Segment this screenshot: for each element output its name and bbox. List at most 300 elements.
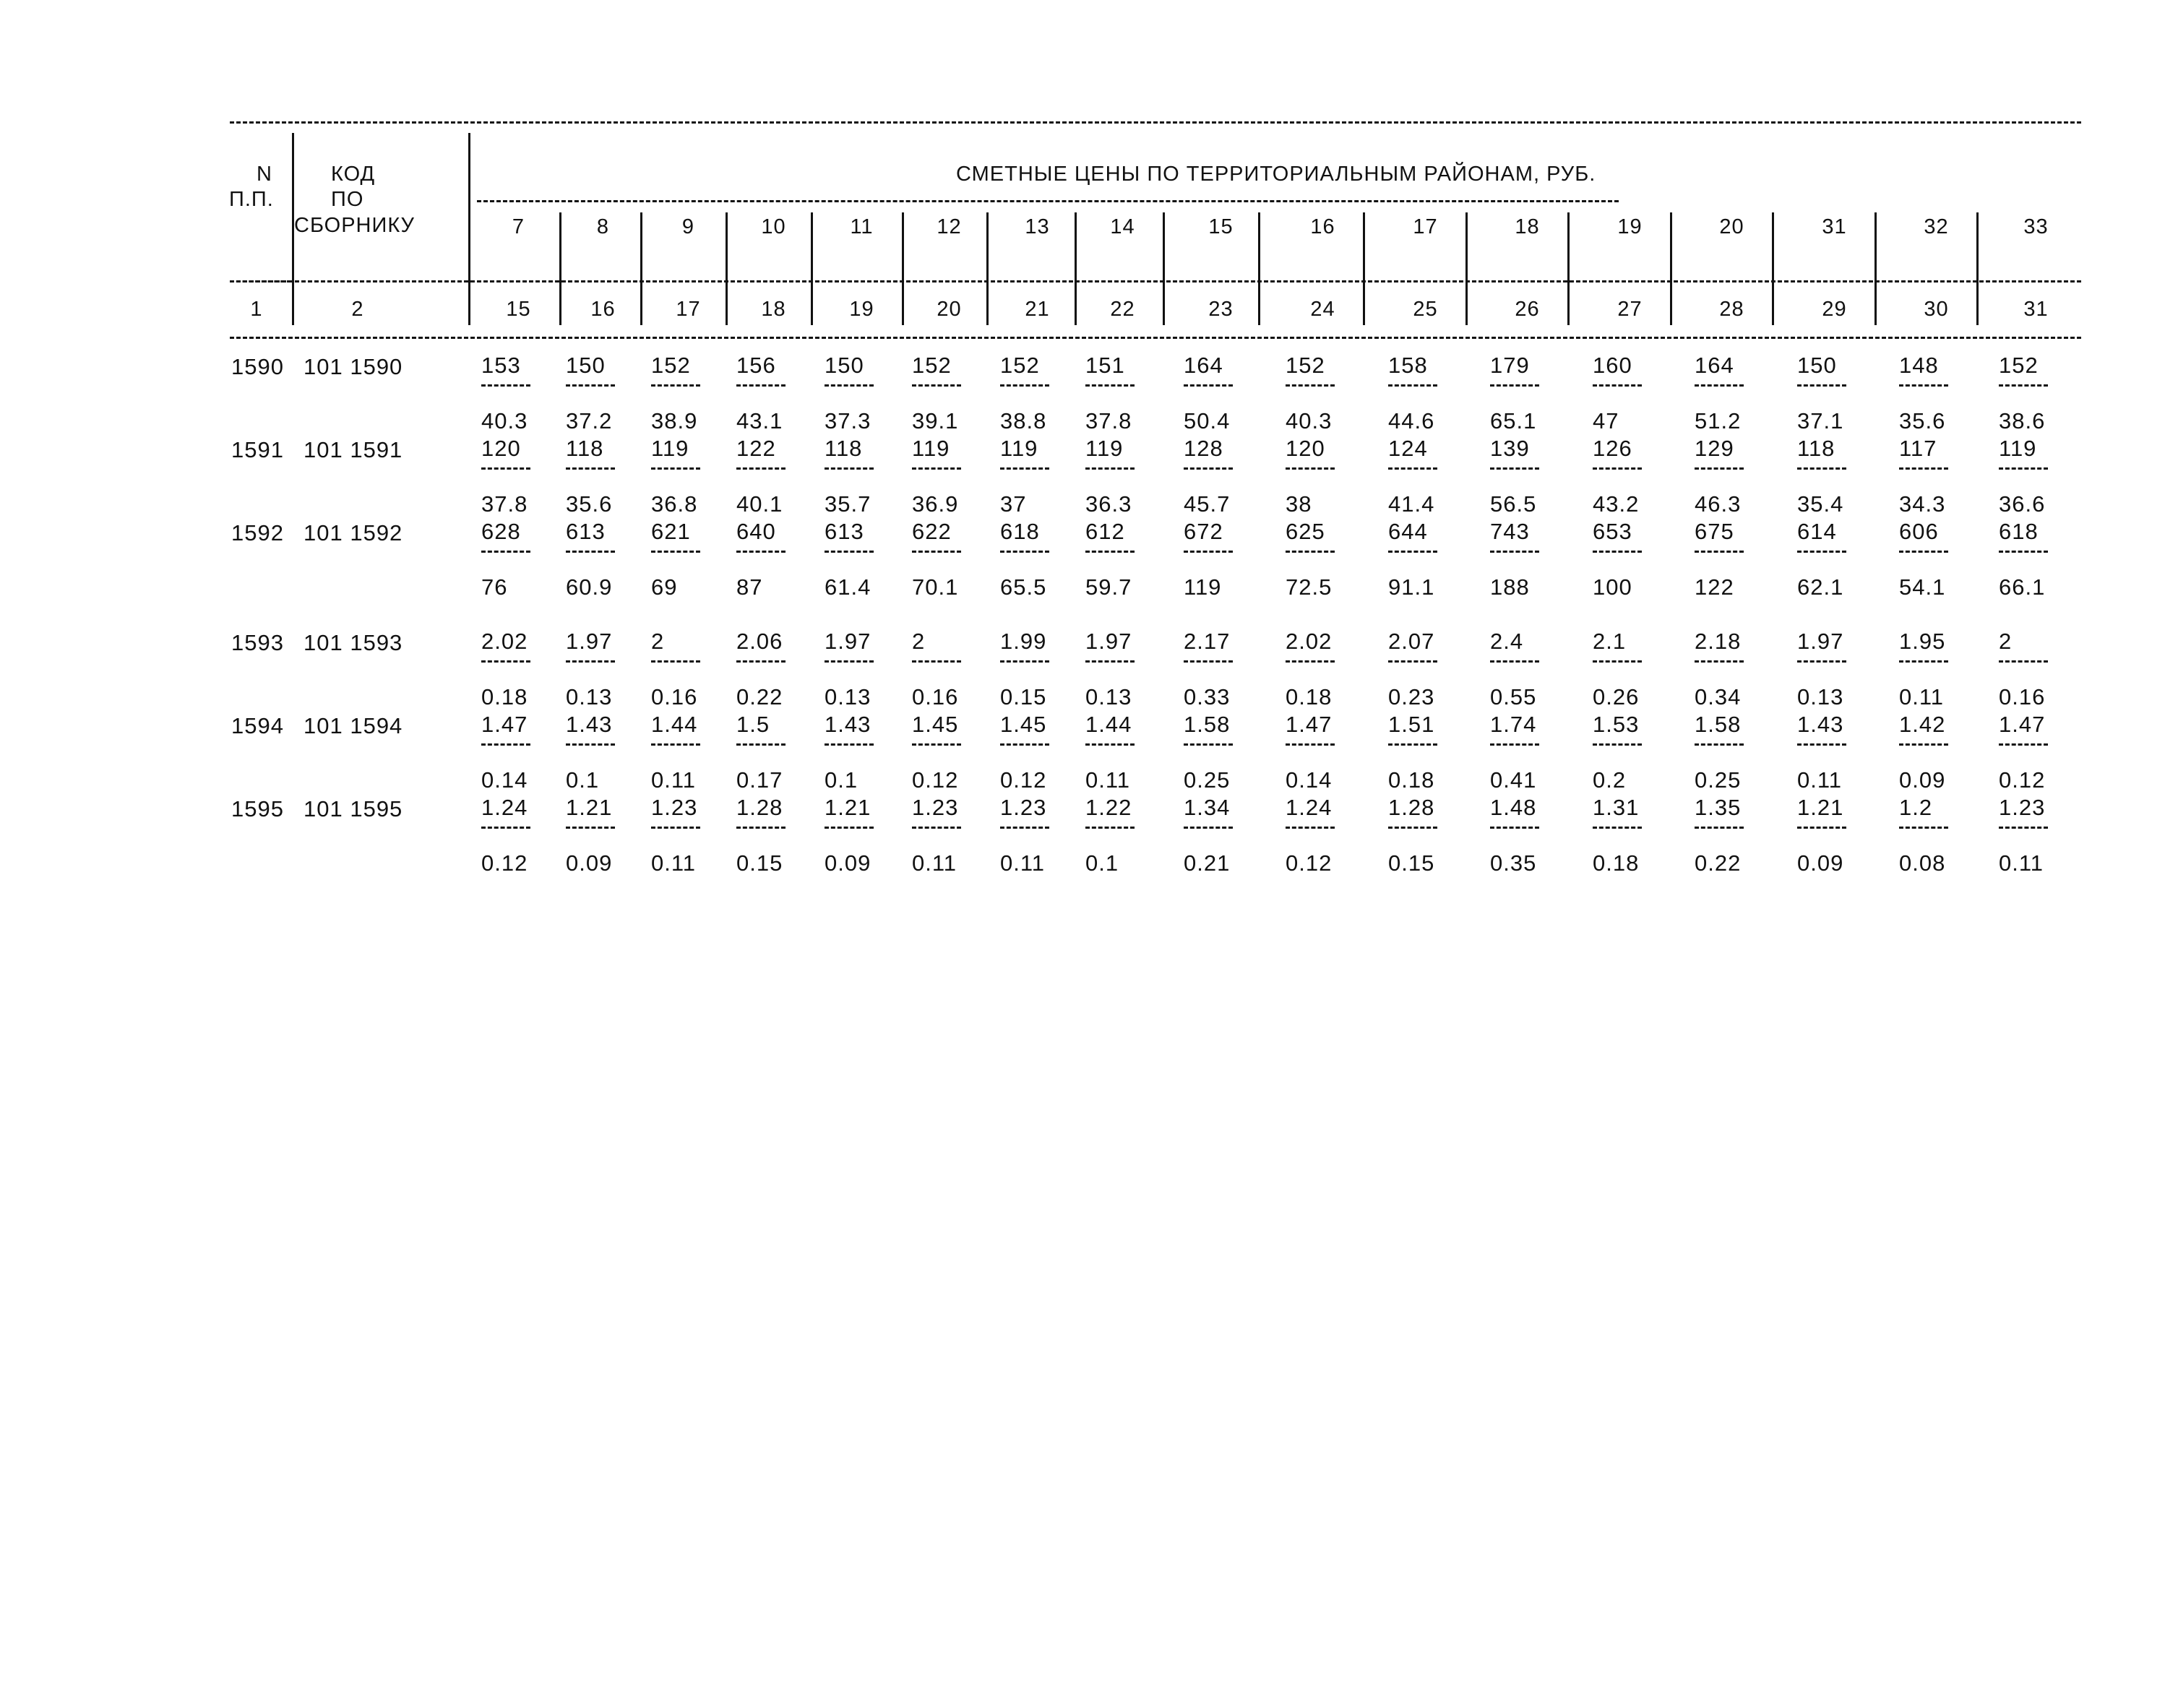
price-numerator: 122 xyxy=(736,436,776,461)
price-numerator: 1.23 xyxy=(1999,795,2046,820)
price-numerator: 1.95 xyxy=(1899,629,1946,654)
price-denominator: 44.6 xyxy=(1388,408,1435,434)
price-denominator: 50.4 xyxy=(1184,408,1231,434)
price-denominator: 0.16 xyxy=(651,684,698,709)
fraction-bar xyxy=(1797,827,1846,829)
fraction-bar xyxy=(1999,467,2048,470)
fraction-bar xyxy=(651,384,700,387)
fraction-bar xyxy=(481,827,530,829)
price-numerator: 606 xyxy=(1899,519,1939,544)
fraction-bar xyxy=(566,384,615,387)
fraction-bar xyxy=(736,384,785,387)
fraction-bar xyxy=(1797,743,1846,746)
column-number: 23 xyxy=(1208,298,1234,321)
fraction-bar xyxy=(1593,467,1642,470)
price-denominator: 54.1 xyxy=(1899,574,1946,600)
price-denominator: 0.12 xyxy=(1286,850,1333,876)
column-number: 29 xyxy=(1822,298,1847,321)
price-denominator: 60.9 xyxy=(566,574,613,600)
price-denominator: 0.11 xyxy=(1797,767,1843,793)
fraction-bar xyxy=(1388,384,1437,387)
district-number: 9 xyxy=(681,215,695,238)
fraction-bar xyxy=(1999,384,2048,387)
price-numerator: 164 xyxy=(1184,353,1223,378)
fraction-bar xyxy=(1184,467,1233,470)
fraction-bar xyxy=(1085,827,1135,829)
column-number: 22 xyxy=(1110,298,1135,321)
price-numerator: 1.58 xyxy=(1695,712,1742,737)
header-sub-rule xyxy=(230,280,291,282)
price-denominator: 0.15 xyxy=(736,850,783,876)
fraction-bar xyxy=(1899,551,1948,553)
price-numerator: 179 xyxy=(1490,353,1530,378)
fraction-bar xyxy=(1593,827,1642,829)
price-denominator: 61.4 xyxy=(825,574,871,600)
price-numerator: 1.35 xyxy=(1695,795,1742,820)
fraction-bar xyxy=(1695,827,1744,829)
price-numerator: 613 xyxy=(825,519,864,544)
price-numerator: 1.43 xyxy=(825,712,871,737)
fraction-bar xyxy=(1695,743,1744,746)
price-denominator: 34.3 xyxy=(1899,491,1946,517)
fraction-bar xyxy=(736,827,785,829)
price-numerator: 153 xyxy=(481,353,521,378)
column-number: 2 xyxy=(351,298,364,321)
price-denominator: 119 xyxy=(1184,574,1222,600)
price-denominator: 100 xyxy=(1593,574,1632,600)
fraction-bar xyxy=(1286,551,1335,553)
price-denominator: 36.3 xyxy=(1085,491,1132,517)
fraction-bar xyxy=(1695,660,1744,663)
price-denominator: 46.3 xyxy=(1695,491,1742,517)
price-denominator: 41.4 xyxy=(1388,491,1435,517)
fraction-bar xyxy=(1184,384,1233,387)
price-denominator: 0.13 xyxy=(566,684,613,709)
header-sbornik: СБОРНИКУ xyxy=(294,214,415,237)
price-numerator: 160 xyxy=(1593,353,1632,378)
column-number: 24 xyxy=(1310,298,1335,321)
fraction-bar xyxy=(1797,384,1846,387)
price-denominator: 0.11 xyxy=(1999,850,2044,876)
price-numerator: 164 xyxy=(1695,353,1734,378)
fraction-bar xyxy=(1797,660,1846,663)
price-denominator: 0.11 xyxy=(651,850,697,876)
fraction-bar xyxy=(566,551,615,553)
price-denominator: 69 xyxy=(651,574,678,600)
price-numerator: 158 xyxy=(1388,353,1428,378)
fraction-bar xyxy=(825,467,874,470)
price-denominator: 0.17 xyxy=(736,767,783,793)
price-denominator: 0.18 xyxy=(1286,684,1333,709)
price-numerator: 640 xyxy=(736,519,776,544)
fraction-bar xyxy=(1286,743,1335,746)
price-denominator: 36.8 xyxy=(651,491,698,517)
row-number: 1590 xyxy=(231,354,284,379)
district-number: 18 xyxy=(1515,215,1540,238)
price-denominator: 36.6 xyxy=(1999,491,2046,517)
price-denominator: 39.1 xyxy=(912,408,959,434)
column-number: 19 xyxy=(849,298,874,321)
fraction-bar xyxy=(1999,743,2048,746)
fraction-bar xyxy=(1490,551,1539,553)
price-denominator: 0.13 xyxy=(1085,684,1132,709)
fraction-bar xyxy=(566,827,615,829)
price-denominator: 38.9 xyxy=(651,408,698,434)
price-numerator: 1.24 xyxy=(1286,795,1333,820)
fraction-bar xyxy=(1388,551,1437,553)
fraction-bar xyxy=(1286,384,1335,387)
price-numerator: 120 xyxy=(481,436,521,461)
price-denominator: 0.15 xyxy=(1000,684,1047,709)
price-denominator: 37.8 xyxy=(481,491,528,517)
fraction-bar xyxy=(912,743,961,746)
price-denominator: 56.5 xyxy=(1490,491,1537,517)
price-numerator: 618 xyxy=(1000,519,1040,544)
row-number: 1595 xyxy=(231,796,284,821)
price-numerator: 152 xyxy=(1999,353,2039,378)
fraction-bar xyxy=(1286,827,1335,829)
price-numerator: 1.44 xyxy=(1085,712,1132,737)
fraction-bar xyxy=(825,551,874,553)
fraction-bar xyxy=(1388,660,1437,663)
fraction-bar xyxy=(912,467,961,470)
fraction-bar xyxy=(651,467,700,470)
price-denominator: 38.8 xyxy=(1000,408,1047,434)
price-denominator: 0.22 xyxy=(1695,850,1742,876)
row-code: 101 1592 xyxy=(304,520,403,545)
price-denominator: 0.33 xyxy=(1184,684,1231,709)
fraction-bar xyxy=(1184,743,1233,746)
fraction-bar xyxy=(1085,384,1135,387)
fraction-bar xyxy=(481,743,530,746)
fraction-bar xyxy=(1000,743,1049,746)
price-numerator: 1.47 xyxy=(1286,712,1333,737)
price-numerator: 2 xyxy=(912,629,926,654)
fraction-bar xyxy=(1286,660,1335,663)
fraction-bar xyxy=(912,660,961,663)
fraction-bar xyxy=(912,551,961,553)
fraction-bar xyxy=(1593,743,1642,746)
fraction-bar xyxy=(481,551,530,553)
price-denominator: 76 xyxy=(481,574,508,600)
divider xyxy=(292,133,294,325)
fraction-bar xyxy=(651,743,700,746)
price-denominator: 72.5 xyxy=(1286,574,1333,600)
price-numerator: 118 xyxy=(1797,436,1835,461)
price-denominator: 65.1 xyxy=(1490,408,1537,434)
price-denominator: 0.18 xyxy=(1593,850,1640,876)
fraction-bar xyxy=(481,467,530,470)
column-number: 1 xyxy=(250,298,263,321)
price-denominator: 0.26 xyxy=(1593,684,1640,709)
price-denominator: 87 xyxy=(736,574,763,600)
price-numerator: 743 xyxy=(1490,519,1530,544)
price-numerator: 1.43 xyxy=(566,712,613,737)
price-denominator: 40.3 xyxy=(481,408,528,434)
price-numerator: 644 xyxy=(1388,519,1428,544)
price-numerator: 1.97 xyxy=(1085,629,1132,654)
price-denominator: 38.6 xyxy=(1999,408,2046,434)
price-numerator: 128 xyxy=(1184,436,1223,461)
price-numerator: 1.53 xyxy=(1593,712,1640,737)
column-number: 21 xyxy=(1025,298,1050,321)
price-numerator: 1.23 xyxy=(1000,795,1047,820)
price-denominator: 47 xyxy=(1593,408,1619,434)
district-number: 32 xyxy=(1924,215,1949,238)
price-numerator: 1.97 xyxy=(1797,629,1844,654)
fraction-bar xyxy=(1000,467,1049,470)
price-numerator: 129 xyxy=(1695,436,1734,461)
price-denominator: 0.11 xyxy=(1085,767,1131,793)
column-number: 31 xyxy=(2023,298,2049,321)
fraction-bar xyxy=(1797,551,1846,553)
fraction-bar xyxy=(1388,743,1437,746)
price-numerator: 2.02 xyxy=(1286,629,1333,654)
fraction-bar xyxy=(1184,660,1233,663)
price-denominator: 0.22 xyxy=(736,684,783,709)
district-number: 14 xyxy=(1110,215,1135,238)
price-numerator: 1.44 xyxy=(651,712,698,737)
price-denominator: 0.13 xyxy=(1797,684,1844,709)
price-numerator: 2.4 xyxy=(1490,629,1524,654)
price-denominator: 0.11 xyxy=(651,767,697,793)
price-denominator: 0.25 xyxy=(1184,767,1231,793)
fraction-bar xyxy=(1593,551,1642,553)
price-denominator: 43.1 xyxy=(736,408,783,434)
price-denominator: 0.1 xyxy=(566,767,600,793)
fraction-bar xyxy=(825,384,874,387)
fraction-bar xyxy=(736,467,785,470)
district-number: 19 xyxy=(1617,215,1643,238)
price-denominator: 0.21 xyxy=(1184,850,1231,876)
price-numerator: 672 xyxy=(1184,519,1223,544)
price-numerator: 1.28 xyxy=(736,795,783,820)
price-denominator: 122 xyxy=(1695,574,1734,600)
price-denominator: 0.09 xyxy=(1899,767,1946,793)
price-numerator: 613 xyxy=(566,519,606,544)
price-numerator: 618 xyxy=(1999,519,2039,544)
price-numerator: 1.22 xyxy=(1085,795,1132,820)
price-numerator: 2.1 xyxy=(1593,629,1627,654)
fraction-bar xyxy=(736,660,785,663)
price-denominator: 70.1 xyxy=(912,574,959,600)
price-numerator: 2.17 xyxy=(1184,629,1231,654)
price-denominator: 35.7 xyxy=(825,491,871,517)
price-numerator: 1.97 xyxy=(825,629,871,654)
row-code: 101 1594 xyxy=(304,713,403,738)
price-numerator: 1.21 xyxy=(566,795,613,820)
fraction-bar xyxy=(1490,384,1539,387)
price-denominator: 59.7 xyxy=(1085,574,1132,600)
fraction-bar xyxy=(1388,827,1437,829)
district-number: 12 xyxy=(937,215,962,238)
price-numerator: 139 xyxy=(1490,436,1530,461)
price-denominator: 37.3 xyxy=(825,408,871,434)
district-number: 31 xyxy=(1822,215,1847,238)
price-denominator: 91.1 xyxy=(1388,574,1435,600)
price-denominator: 0.2 xyxy=(1593,767,1627,793)
district-number: 16 xyxy=(1310,215,1335,238)
header-n: N xyxy=(257,163,272,186)
row-number: 1594 xyxy=(231,713,284,738)
fraction-bar xyxy=(1388,467,1437,470)
fraction-bar xyxy=(1184,551,1233,553)
price-numerator: 614 xyxy=(1797,519,1837,544)
price-numerator: 119 xyxy=(1999,436,2037,461)
fraction-bar xyxy=(1899,384,1948,387)
column-number: 17 xyxy=(676,298,701,321)
price-denominator: 0.13 xyxy=(825,684,871,709)
price-denominator: 66.1 xyxy=(1999,574,2046,600)
fraction-bar xyxy=(1286,467,1335,470)
district-number: 7 xyxy=(512,215,525,238)
price-denominator: 0.18 xyxy=(1388,767,1435,793)
price-denominator: 65.5 xyxy=(1000,574,1047,600)
price-denominator: 0.11 xyxy=(1899,684,1945,709)
fraction-bar xyxy=(825,827,874,829)
row-number: 1592 xyxy=(231,520,284,545)
column-number: 20 xyxy=(937,298,962,321)
row-code: 101 1595 xyxy=(304,796,403,821)
price-denominator: 0.25 xyxy=(1695,767,1742,793)
fraction-bar xyxy=(1184,827,1233,829)
price-numerator: 1.47 xyxy=(1999,712,2046,737)
header-po: ПО xyxy=(331,188,364,211)
fraction-bar xyxy=(1695,467,1744,470)
district-number: 10 xyxy=(761,215,786,238)
price-denominator: 0.09 xyxy=(1797,850,1844,876)
header-title: СМЕТНЫЕ ЦЕНЫ ПО ТЕРРИТОРИАЛЬНЫМ РАЙОНАМ, РУБ. xyxy=(956,163,1596,186)
district-number: 33 xyxy=(2023,215,2049,238)
fraction-bar xyxy=(566,660,615,663)
fraction-bar xyxy=(912,384,961,387)
fraction-bar xyxy=(1085,551,1135,553)
row-code: 101 1591 xyxy=(304,437,403,462)
row-number: 1593 xyxy=(231,630,284,655)
price-numerator: 612 xyxy=(1085,519,1125,544)
price-numerator: 1.45 xyxy=(1000,712,1047,737)
price-numerator: 152 xyxy=(1000,353,1040,378)
price-denominator: 37.2 xyxy=(566,408,613,434)
price-denominator: 0.15 xyxy=(1388,850,1435,876)
fraction-bar xyxy=(1695,551,1744,553)
price-denominator: 0.16 xyxy=(912,684,959,709)
fraction-bar xyxy=(736,551,785,553)
price-numerator: 1.42 xyxy=(1899,712,1946,737)
fraction-bar xyxy=(1085,743,1135,746)
district-number: 20 xyxy=(1719,215,1744,238)
price-numerator: 625 xyxy=(1286,519,1325,544)
column-number: 28 xyxy=(1719,298,1744,321)
fraction-bar xyxy=(1797,467,1846,470)
table-rule xyxy=(477,200,1619,202)
price-denominator: 0.12 xyxy=(912,767,959,793)
price-numerator: 1.74 xyxy=(1490,712,1537,737)
price-numerator: 1.28 xyxy=(1388,795,1435,820)
price-numerator: 148 xyxy=(1899,353,1939,378)
fraction-bar xyxy=(1899,660,1948,663)
price-denominator: 36.9 xyxy=(912,491,959,517)
header-pp: П.П. xyxy=(229,188,274,211)
fraction-bar xyxy=(1490,660,1539,663)
fraction-bar xyxy=(1695,384,1744,387)
price-denominator: 0.09 xyxy=(566,850,613,876)
fraction-bar xyxy=(651,551,700,553)
price-numerator: 152 xyxy=(1286,353,1325,378)
fraction-bar xyxy=(736,743,785,746)
column-number: 15 xyxy=(506,298,531,321)
price-numerator: 119 xyxy=(912,436,950,461)
price-numerator: 1.58 xyxy=(1184,712,1231,737)
price-denominator: 0.12 xyxy=(1000,767,1047,793)
price-denominator: 0.35 xyxy=(1490,850,1537,876)
price-denominator: 37.8 xyxy=(1085,408,1132,434)
price-numerator: 2.06 xyxy=(736,629,783,654)
price-denominator: 0.41 xyxy=(1490,767,1537,793)
price-numerator: 1.45 xyxy=(912,712,959,737)
price-numerator: 2.02 xyxy=(481,629,528,654)
fraction-bar xyxy=(1593,660,1642,663)
price-numerator: 119 xyxy=(1000,436,1038,461)
price-numerator: 2 xyxy=(651,629,665,654)
price-numerator: 1.34 xyxy=(1184,795,1231,820)
fraction-bar xyxy=(481,384,530,387)
fraction-bar xyxy=(1999,827,2048,829)
fraction-bar xyxy=(481,660,530,663)
fraction-bar xyxy=(912,827,961,829)
price-numerator: 1.47 xyxy=(481,712,528,737)
fraction-bar xyxy=(1593,384,1642,387)
price-denominator: 0.23 xyxy=(1388,684,1435,709)
price-numerator: 2.18 xyxy=(1695,629,1742,654)
price-numerator: 1.99 xyxy=(1000,629,1047,654)
price-denominator: 51.2 xyxy=(1695,408,1742,434)
fraction-bar xyxy=(566,743,615,746)
price-denominator: 35.4 xyxy=(1797,491,1844,517)
price-denominator: 37 xyxy=(1000,491,1027,517)
column-number: 18 xyxy=(761,298,786,321)
price-numerator: 152 xyxy=(651,353,691,378)
price-denominator: 0.18 xyxy=(481,684,528,709)
price-numerator: 119 xyxy=(1085,436,1124,461)
price-numerator: 126 xyxy=(1593,436,1632,461)
price-numerator: 1.97 xyxy=(566,629,613,654)
fraction-bar xyxy=(1000,384,1049,387)
price-numerator: 1.31 xyxy=(1593,795,1640,820)
price-numerator: 675 xyxy=(1695,519,1734,544)
price-numerator: 1.5 xyxy=(736,712,770,737)
price-numerator: 156 xyxy=(736,353,776,378)
price-denominator: 0.12 xyxy=(1999,767,2046,793)
fraction-bar xyxy=(1000,551,1049,553)
fraction-bar xyxy=(1899,827,1948,829)
district-number: 17 xyxy=(1413,215,1438,238)
price-denominator: 35.6 xyxy=(1899,408,1946,434)
price-denominator: 0.09 xyxy=(825,850,871,876)
price-denominator: 0.08 xyxy=(1899,850,1946,876)
price-numerator: 1.21 xyxy=(825,795,871,820)
price-denominator: 0.16 xyxy=(1999,684,2046,709)
fraction-bar xyxy=(566,467,615,470)
price-denominator: 0.11 xyxy=(912,850,957,876)
fraction-bar xyxy=(1490,467,1539,470)
price-denominator: 43.2 xyxy=(1593,491,1640,517)
fraction-bar xyxy=(1490,827,1539,829)
fraction-bar xyxy=(1085,467,1135,470)
price-denominator: 0.34 xyxy=(1695,684,1742,709)
row-number: 1591 xyxy=(231,437,284,462)
price-numerator: 1.48 xyxy=(1490,795,1537,820)
